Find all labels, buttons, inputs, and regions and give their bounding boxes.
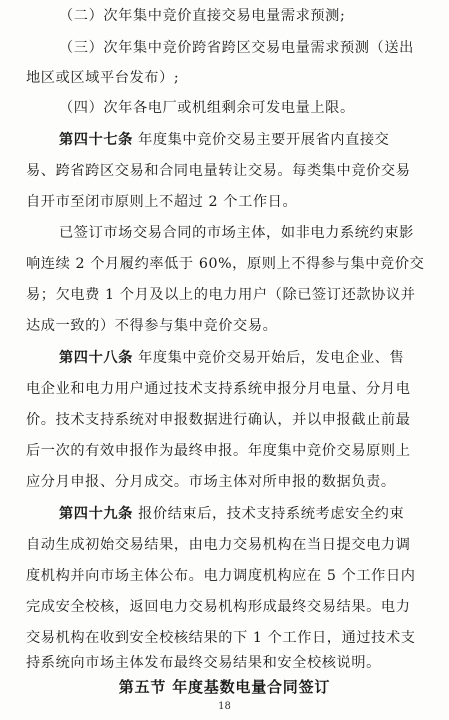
line-text: 地区或区域平台发布）;: [26, 70, 180, 86]
line-text: 已签订市场交易合同的市场主体，如非电力系统约束影: [59, 225, 414, 241]
article-47-paragraph-2-line: [0, 254, 449, 274]
article-48-line: [0, 441, 449, 461]
line-text: 完成安全校核，返回电力交易机构形成最终交易结果。电力: [26, 599, 411, 615]
line-text: （四）次年各电厂或机组剩余可发电量上限。: [59, 100, 355, 116]
line-text: 后一次的有效申报作为最终申报。年度集中竞价交易原则上: [26, 443, 411, 459]
line-text: 应分月申报、分月成交。市场主体对所申报的数据负责。: [26, 474, 396, 490]
line-text: 度机构并向市场主体公布。电力调度机构应在 5 个工作日内: [26, 568, 416, 584]
article-47-paragraph-2: [0, 223, 449, 243]
line-text: 报价结束后，技术支持系统考虑安全约束: [132, 506, 405, 522]
article-48-line: [0, 472, 449, 492]
line-text: 年度集中竞价交易主要开展省内直接交: [132, 132, 390, 148]
article-47-first-line: [0, 130, 449, 150]
article-49-line: [0, 535, 449, 555]
article-47-paragraph-2-line: [0, 285, 449, 305]
article-47-line: [0, 161, 449, 181]
article-48-first-line: [0, 348, 449, 368]
article-48-line: [0, 410, 449, 430]
article-47-heading: 第四十七条: [59, 132, 133, 148]
list-item-3-continued: [0, 68, 449, 88]
line-text: 易、跨省跨区交易和合同电量转让交易。每类集中竞价交易: [26, 163, 411, 179]
article-47-line: [0, 192, 449, 212]
article-49-heading: 第四十九条: [59, 506, 133, 522]
section-title: 第五节 年度基数电量合同签订: [118, 678, 331, 696]
article-48-heading: 第四十八条: [59, 350, 133, 366]
line-text: 易；欠电费 1 个月及以上的电力用户（除已签订还款协议并: [26, 287, 416, 303]
list-item-3: [0, 38, 449, 58]
line-text: 交易机构在收到安全校核结果的下 1 个工作日，通过技术支: [26, 630, 416, 646]
page-number: 18: [218, 701, 231, 712]
line-text: 响连续 2 个月履约率低于 60%，原则上不得参与集中竞价交: [26, 256, 425, 272]
line-text: 持系统向市场主体发布最终交易结果和安全校核说明。: [26, 655, 381, 671]
list-item-2: [0, 6, 449, 26]
article-47-paragraph-2-line: [0, 316, 449, 336]
article-49-line: [0, 653, 449, 673]
line-text: 价。技术支持系统对申报数据进行确认，并以申报截止前最: [26, 412, 411, 428]
article-49-first-line: [0, 504, 449, 524]
line-text: （二）次年集中竞价直接交易电量需求预测;: [59, 8, 346, 24]
line-text: 年度集中竞价交易开始后，发电企业、售: [132, 350, 405, 366]
article-49-line: [0, 566, 449, 586]
line-text: （三）次年集中竞价跨省跨区交易电量需求预测（送出: [59, 40, 414, 56]
line-text: 自动生成初始交易结果，由电力交易机构在当日提交电力调: [26, 537, 411, 553]
article-49-line: [0, 628, 449, 648]
article-49-line: [0, 597, 449, 617]
article-48-line: [0, 379, 449, 399]
line-text: 电企业和电力用户通过技术支持系统申报分月电量、分月电: [26, 381, 411, 397]
list-item-4: [0, 98, 449, 118]
line-text: 自开市至闭市原则上不超过 2 个工作日。: [26, 194, 298, 210]
line-text: 达成一致的）不得参与集中竞价交易。: [26, 318, 278, 334]
